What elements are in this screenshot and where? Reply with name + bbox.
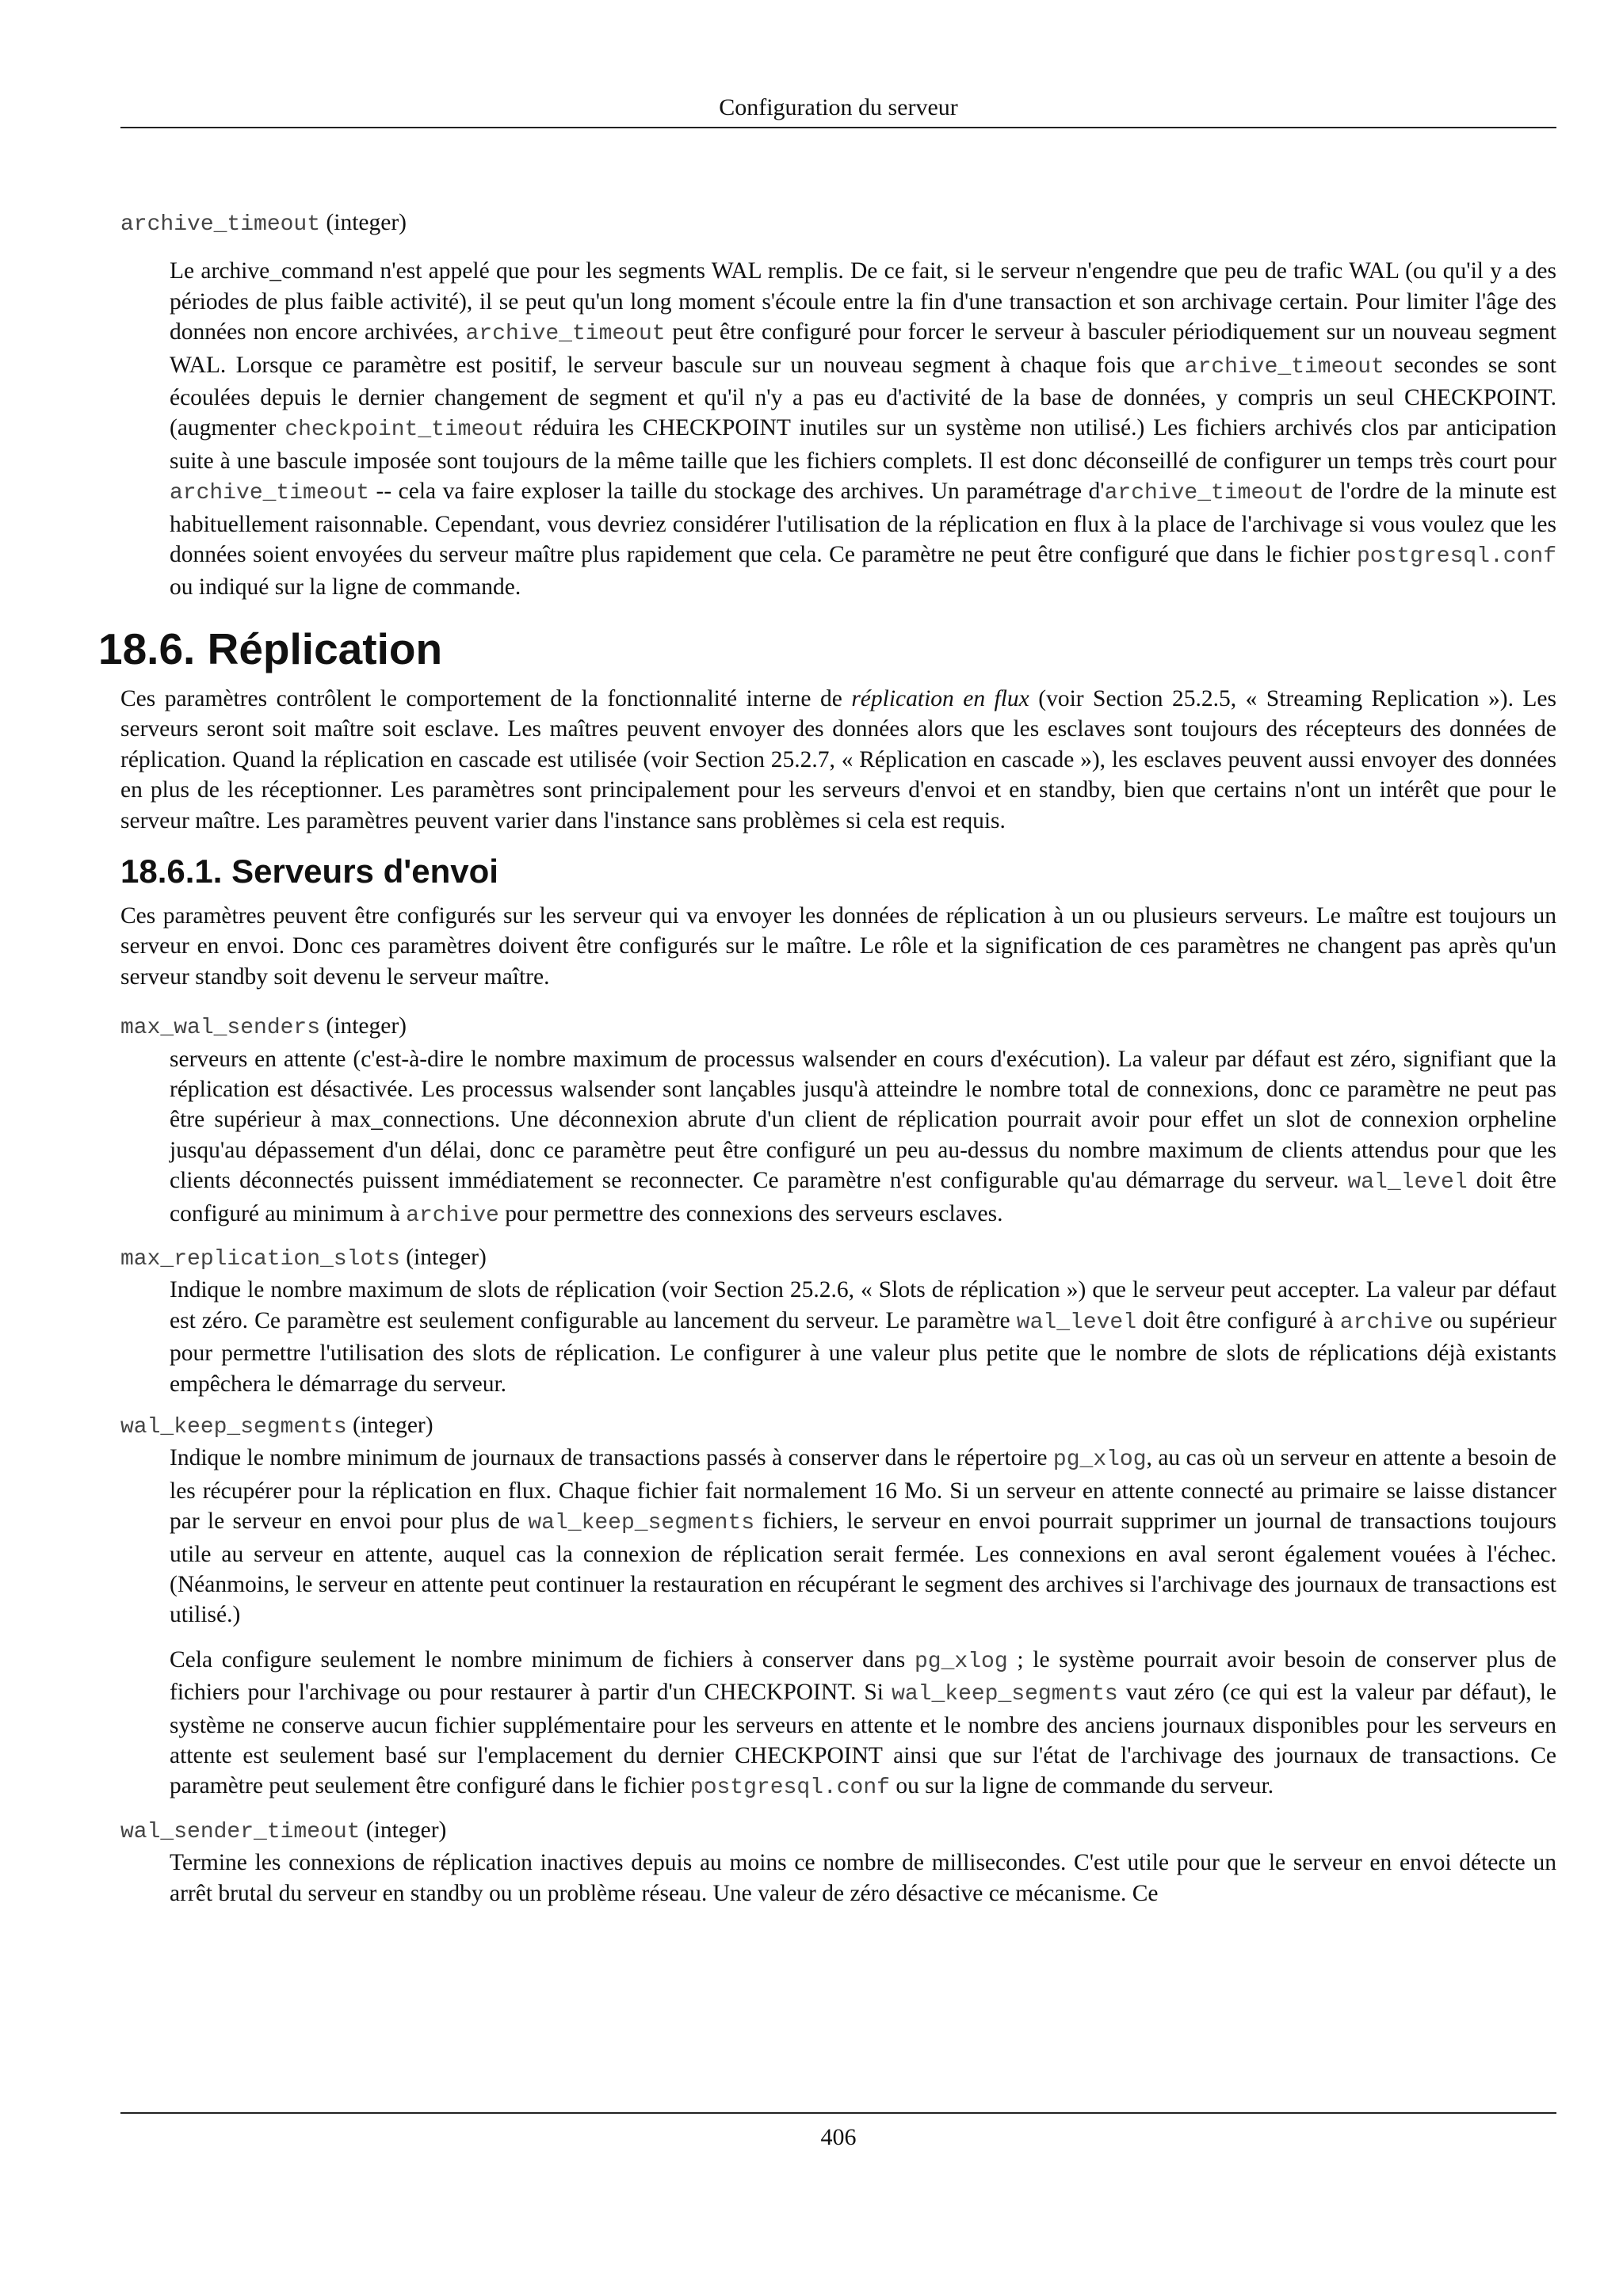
param-term-archive-timeout: [120, 208, 1556, 240]
text-run: doit être configuré à: [1136, 1307, 1340, 1333]
text-run: Termine les connexions de réplication inactives depuis au moins ce nombre de millisecondes. C'est utile pour que le serveur en envoi détecte un arrêt brutal du serveur en standby ou un problème réseau. Une valeur de zéro désactive ce mécanisme. Ce: [170, 1850, 1556, 1906]
param-name: wal_keep_segments: [120, 1415, 347, 1440]
header-rule: [120, 127, 1556, 128]
text-run: Ces paramètres peuvent être configurés sur les serveur qui va envoyer les données de réplication à un ou plusieurs serveurs. Le maître est toujours un serveur en envoi. Donc ces paramètres doivent être configurés sur le maître. Le rôle et la signification de ces paramètres ne changent pas après qu'un serveur standby soit devenu le serveur maître.: [120, 902, 1556, 990]
footer-rule: [120, 2112, 1556, 2114]
text-run: doit être configuré au minimum à: [170, 1168, 1556, 1226]
text-run: Cela configure seulement le nombre minimum de fichiers à conserver dans: [170, 1646, 915, 1672]
text-run: Le archive_command n'est appelé que pour les segments WAL remplis. De ce fait, si le serveur n'engendre que peu de trafic WAL (ou qu'il y a des périodes de plus faible activité), il se peut qu'un long moment s'écoule entre la fin d'une transaction et son archivage certain. Pour limiter l'âge des données non encore archivées,: [170, 258, 1556, 345]
text-run: peut être configuré pour forcer le serveur à basculer périodiquement sur un nouveau segment WAL. Lorsque ce paramètre est positif, le serveur bascule sur un nouveau segment à chaque fois que: [170, 319, 1556, 378]
inline-code: archive_timeout: [1184, 354, 1384, 379]
inline-code: postgresql.conf: [689, 1775, 890, 1801]
text-run: ou indiqué sur la ligne de commande.: [170, 574, 521, 601]
param-type: (integer): [326, 1013, 407, 1039]
param-name: max_wal_senders: [120, 1016, 321, 1041]
param-term: [120, 1242, 1556, 1275]
param-term: [120, 1011, 1556, 1043]
running-header: Configuration du serveur: [719, 94, 958, 120]
param-type: (integer): [365, 1817, 447, 1843]
param-name: archive_timeout: [120, 212, 321, 237]
subsection-intro: [120, 901, 1556, 992]
param-description: [170, 1848, 1556, 1909]
subsection-title: 18.6.1. Serveurs d'envoi: [120, 852, 498, 890]
param-entry: [120, 1011, 1556, 1231]
text-run: de l'ordre de la minute est habituellement raisonnable. Cependant, vous devriez considérer l'utilisation de la réplication en flux à la place de l'archivage si vous voulez que les données soient envoyées du serveur maître plus rapidement que cela. Ce paramètre ne peut être configuré que dans le fichier: [170, 479, 1556, 568]
section-intro: [120, 684, 1556, 836]
inline-code: archive: [1339, 1310, 1434, 1335]
inline-code: pg_xlog: [915, 1649, 1008, 1674]
text-run: ; le système pourrait avoir besoin de conserver plus de fichiers pour l'archivage ou pour restaurer à partir d'un CHECKPOINT. Si: [170, 1646, 1556, 1706]
inline-code: archive: [406, 1203, 499, 1228]
param-name: max_replication_slots: [120, 1246, 400, 1272]
inline-code: wal_level: [1016, 1310, 1137, 1335]
text-run: vaut zéro (ce qui est la valeur par défaut), le système ne conserve aucun fichier supplémentaire pour les serveurs en attente et le nombre des anciens journaux disponibles pour les serveurs en attente est seulement basé sur l'emplacement du dernier CHECKPOINT ainsi que sur l'état de l'archivage des journaux de transactions. Ce paramètre peut seulement être configuré dans le fichier: [170, 1680, 1557, 1799]
param-term: [120, 1410, 1556, 1443]
param-description: [170, 1443, 1556, 1630]
param-type: (integer): [353, 1413, 433, 1438]
text-run: , au cas où un serveur en attente a besoin de les récupérer pour la réplication en flux. Chaque fichier fait normalement 16 Mo. Si un serveur en attente connecté au primaire se laisse distancer par le serveur en envoi pour plus de: [170, 1445, 1556, 1535]
param-term: [120, 1815, 1556, 1848]
inline-code: archive_timeout: [1104, 481, 1304, 506]
page-content: [98, 208, 1557, 1909]
text-run: Ces paramètres contrôlent le comportement de la fonctionnalité interne de: [120, 685, 852, 711]
param-entry: [120, 1410, 1556, 1804]
text-run: réduira les CHECKPOINT inutiles sur un système non utilisé.) Les fichiers archivés clos par anticipation suite à une bascule imposée sont toujours de la même taille que les fichiers complets. Il est donc déconseillé de configurer un temps très court pour: [170, 415, 1556, 474]
inline-code: pg_xlog: [1052, 1447, 1147, 1473]
param-type: (integer): [406, 1244, 487, 1270]
param-name: wal_sender_timeout: [120, 1819, 361, 1844]
text-run: pour permettre des connexions des serveurs esclaves.: [498, 1200, 1003, 1226]
text-run: Indique le nombre minimum de journaux de transactions passés à conserver dans le répertoire: [170, 1445, 1053, 1471]
emphasis: réplication en flux: [851, 685, 1029, 711]
text-run: ou sur la ligne de commande du serveur.: [889, 1773, 1274, 1799]
text-run: secondes se sont écoulées depuis le dernier changement de segment et qu'il n'y a pas eu d'activité de la base de données, y compris un seul CHECKPOINT. (augmenter: [170, 352, 1556, 441]
text-run: serveurs en attente (c'est-à-dire le nombre maximum de processus walsender en cours d'exécution). La valeur par défaut est zéro, signifiant que la réplication est désactivée. Les processus walsender sont lançables jusqu'à atteindre le nombre total de connexions, donc ce paramètre ne peut pas être supérieur à max_connections. Une déconnexion abrute d'un client de réplication pourrait avoir pour effet un slot de connexion orpheline jusqu'au dépassement d'un délai, donc ce paramètre peut être configuré un peu au-dessus du nombre maximum de clients attendus pour que les clients déconnectés puissent immédiatement se reconnecter. Ce paramètre n'est configurable qu'au démarrage du serveur.: [170, 1046, 1556, 1194]
text-run: Indique le nombre maximum de slots de réplication (voir Section 25.2.6, « Slots de réplication ») que le serveur peut accepter. La valeur par défaut est zéro. Ce paramètre est seulement configurable au lancement du serveur. Le paramètre: [170, 1277, 1556, 1333]
inline-code: wal_keep_segments: [528, 1511, 755, 1536]
parameter-list: [120, 1011, 1556, 1909]
inline-code: postgresql.conf: [1356, 544, 1556, 570]
section-title: 18.6. Réplication: [98, 624, 443, 673]
text-run: ou supérieur pour permettre l'utilisation des slots de réplication. Le configurer à une valeur plus petite que le nombre de slots de réplications déjà existants empêchera le démarrage du serveur.: [170, 1307, 1556, 1397]
param-description: [170, 1044, 1556, 1231]
inline-code: archive_timeout: [170, 481, 370, 506]
param-description: [170, 1275, 1556, 1399]
param-description-archive-timeout: [170, 256, 1556, 602]
param-type: (integer): [326, 210, 407, 235]
param-entry: [120, 1242, 1556, 1399]
param-entry: [120, 1815, 1556, 1909]
page-number: 406: [820, 2124, 857, 2150]
param-description: [170, 1645, 1556, 1804]
text-run: fichiers, le serveur en envoi pourrait supprimer un journal de transactions toujours utile au serveur en attente, auquel cas la connexion de réplication serait fermée. Les connexions en aval seront également vouées à l'échec. (Néanmoins, le serveur en attente peut continuer la restauration en récupérant le segment des archives si l'archivage des journaux de transactions est utilisé.): [170, 1508, 1556, 1628]
inline-code: checkpoint_timeout: [285, 418, 525, 443]
text-run: (voir Section 25.2.5, « Streaming Replication »). Les serveurs seront soit maître soit esclave. Les maîtres peuvent envoyer des données alors que les esclaves sont toujours des récepteurs des données de réplication. Quand la réplication en cascade est utilisée (voir Section 25.2.7, « Réplication en cascade »), les esclaves peuvent aussi envoyer des données en plus de les réceptionner. Les paramètres sont principalement pour les serveurs d'envoi et en standby, bien que certains n'ont un intérêt que pour le serveur maître. Les paramètres peuvent varier dans l'instance sans problèmes si cela est requis.: [120, 685, 1557, 833]
inline-code: wal_level: [1347, 1170, 1468, 1196]
text-run: -- cela va faire exploser la taille du stockage des archives. Un paramétrage d': [369, 479, 1105, 505]
inline-code: archive_timeout: [465, 322, 666, 347]
inline-code: wal_keep_segments: [892, 1682, 1118, 1707]
